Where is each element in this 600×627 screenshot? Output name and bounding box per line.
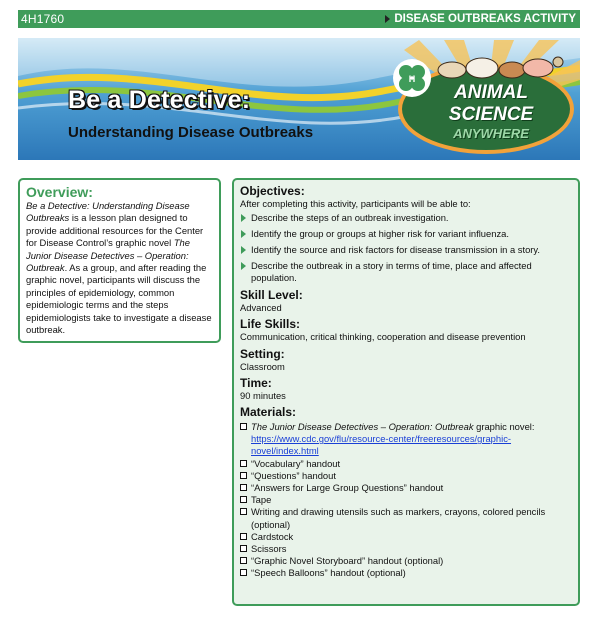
animal-science-anywhere-logo	[384, 40, 580, 160]
checkbox-icon	[240, 533, 247, 540]
checkbox-icon	[240, 545, 247, 552]
material-text: “Questions” handout	[251, 469, 336, 481]
bullet-arrow-icon	[241, 214, 246, 222]
overview-text-part2: . As a group, and after reading the graphic novel, participants will discuss the principles of epidemiology, common epidemiologic terms and the steps epidemiologists take to investigate a disease outbreak.	[26, 262, 212, 336]
material-item	[240, 470, 572, 482]
material-text: “Speech Balloons” handout (optional)	[251, 567, 406, 579]
material-text: “Graphic Novel Storyboard” handout (optional)	[251, 555, 444, 567]
material-item	[240, 531, 572, 543]
material-item	[240, 458, 572, 470]
objective-item	[240, 212, 572, 224]
objective-text: Identify the group or groups at higher risk for variant influenza.	[251, 228, 509, 240]
setting-value: Classroom	[240, 360, 285, 372]
activity-label	[385, 13, 576, 25]
material-item	[240, 543, 572, 555]
checkbox-icon	[240, 484, 247, 491]
bullet-arrow-icon	[241, 246, 246, 254]
time-value: 90 minutes	[240, 389, 286, 401]
skill-level-value: Advanced	[240, 302, 282, 314]
material-item	[240, 482, 572, 494]
title-banner	[18, 38, 580, 160]
life-skills-heading: Life Skills:	[240, 317, 301, 332]
triangle-icon	[385, 15, 390, 23]
overview-box	[18, 178, 221, 343]
objective-item	[240, 260, 572, 284]
setting-heading: Setting:	[240, 346, 285, 361]
bullet-arrow-icon	[241, 262, 246, 270]
material-novel-rest: graphic novel:	[473, 421, 535, 433]
objectives-intro: After completing this activity, participants will be able to:	[240, 198, 471, 209]
material-text: Scissors	[251, 543, 287, 555]
material-item	[240, 421, 572, 458]
svg-text:H: H	[408, 74, 416, 84]
material-text: Tape	[251, 494, 272, 506]
checkbox-icon	[240, 460, 247, 467]
material-item	[240, 494, 572, 506]
objective-text: Describe the outbreak in a story in terms of time, place and affected population.	[251, 260, 532, 284]
objective-text: Identify the source and risk factors for disease transmission in a story.	[251, 244, 541, 256]
material-text: Cardstock	[251, 530, 294, 542]
overview-novel-title: The Junior Disease Detectives – Operation: Outbreak	[26, 237, 190, 274]
bullet-arrow-icon	[241, 230, 246, 238]
objective-text: Describe the steps of an outbreak investigation.	[251, 212, 449, 224]
objective-item	[240, 228, 572, 240]
checkbox-icon	[240, 423, 247, 430]
material-text: Writing and drawing utensils such as markers, crayons, colored pencils (optional)	[251, 506, 546, 530]
cdc-link[interactable]: https://www.cdc.gov/flu/resource-center/freeresources/graphic-novel/index.html	[251, 433, 512, 457]
checkbox-icon	[240, 496, 247, 503]
overview-lead: Be a Detective: Understanding Disease Outbreaks	[26, 200, 190, 224]
material-text: “Answers for Large Group Questions” handout	[251, 482, 444, 494]
logo-word-3: ANYWHERE	[453, 126, 529, 141]
activity-title: DISEASE OUTBREAKS ACTIVITY	[394, 13, 576, 25]
time-heading: Time:	[240, 375, 272, 390]
checkbox-icon	[240, 508, 247, 515]
overview-text	[26, 200, 213, 336]
material-text: “Vocabulary” handout	[251, 457, 341, 469]
checkbox-icon	[240, 472, 247, 479]
farm-animals-icon	[434, 48, 564, 82]
materials-heading: Materials:	[240, 405, 297, 420]
life-skills-value: Communication, critical thinking, cooperation and disease prevention	[240, 331, 526, 343]
material-item	[240, 567, 572, 579]
material-item	[240, 555, 572, 567]
objectives-heading: Objectives:	[240, 184, 305, 198]
document-code: 4H1760	[21, 12, 65, 26]
logo-word-2: SCIENCE	[448, 104, 534, 125]
banner-title: Be a Detective:	[68, 86, 251, 114]
objectives-box	[232, 178, 580, 606]
banner-subtitle: Understanding Disease Outbreaks	[68, 124, 314, 141]
materials-list	[240, 421, 572, 580]
objective-item	[240, 244, 572, 256]
logo-word-1: ANIMAL	[454, 82, 528, 103]
objectives-list	[240, 212, 572, 284]
header-bar	[18, 10, 580, 28]
overview-heading: Overview:	[26, 184, 93, 200]
checkbox-icon	[240, 569, 247, 576]
material-item	[240, 506, 572, 530]
checkbox-icon	[240, 557, 247, 564]
material-novel-title: The Junior Disease Detectives – Operation: Outbreak	[251, 421, 474, 433]
overview-text-part1: is a lesson plan designed to provide additional resources for the Center for Disease Control’s graphic novel	[26, 212, 204, 249]
skill-level-heading: Skill Level:	[240, 288, 303, 303]
